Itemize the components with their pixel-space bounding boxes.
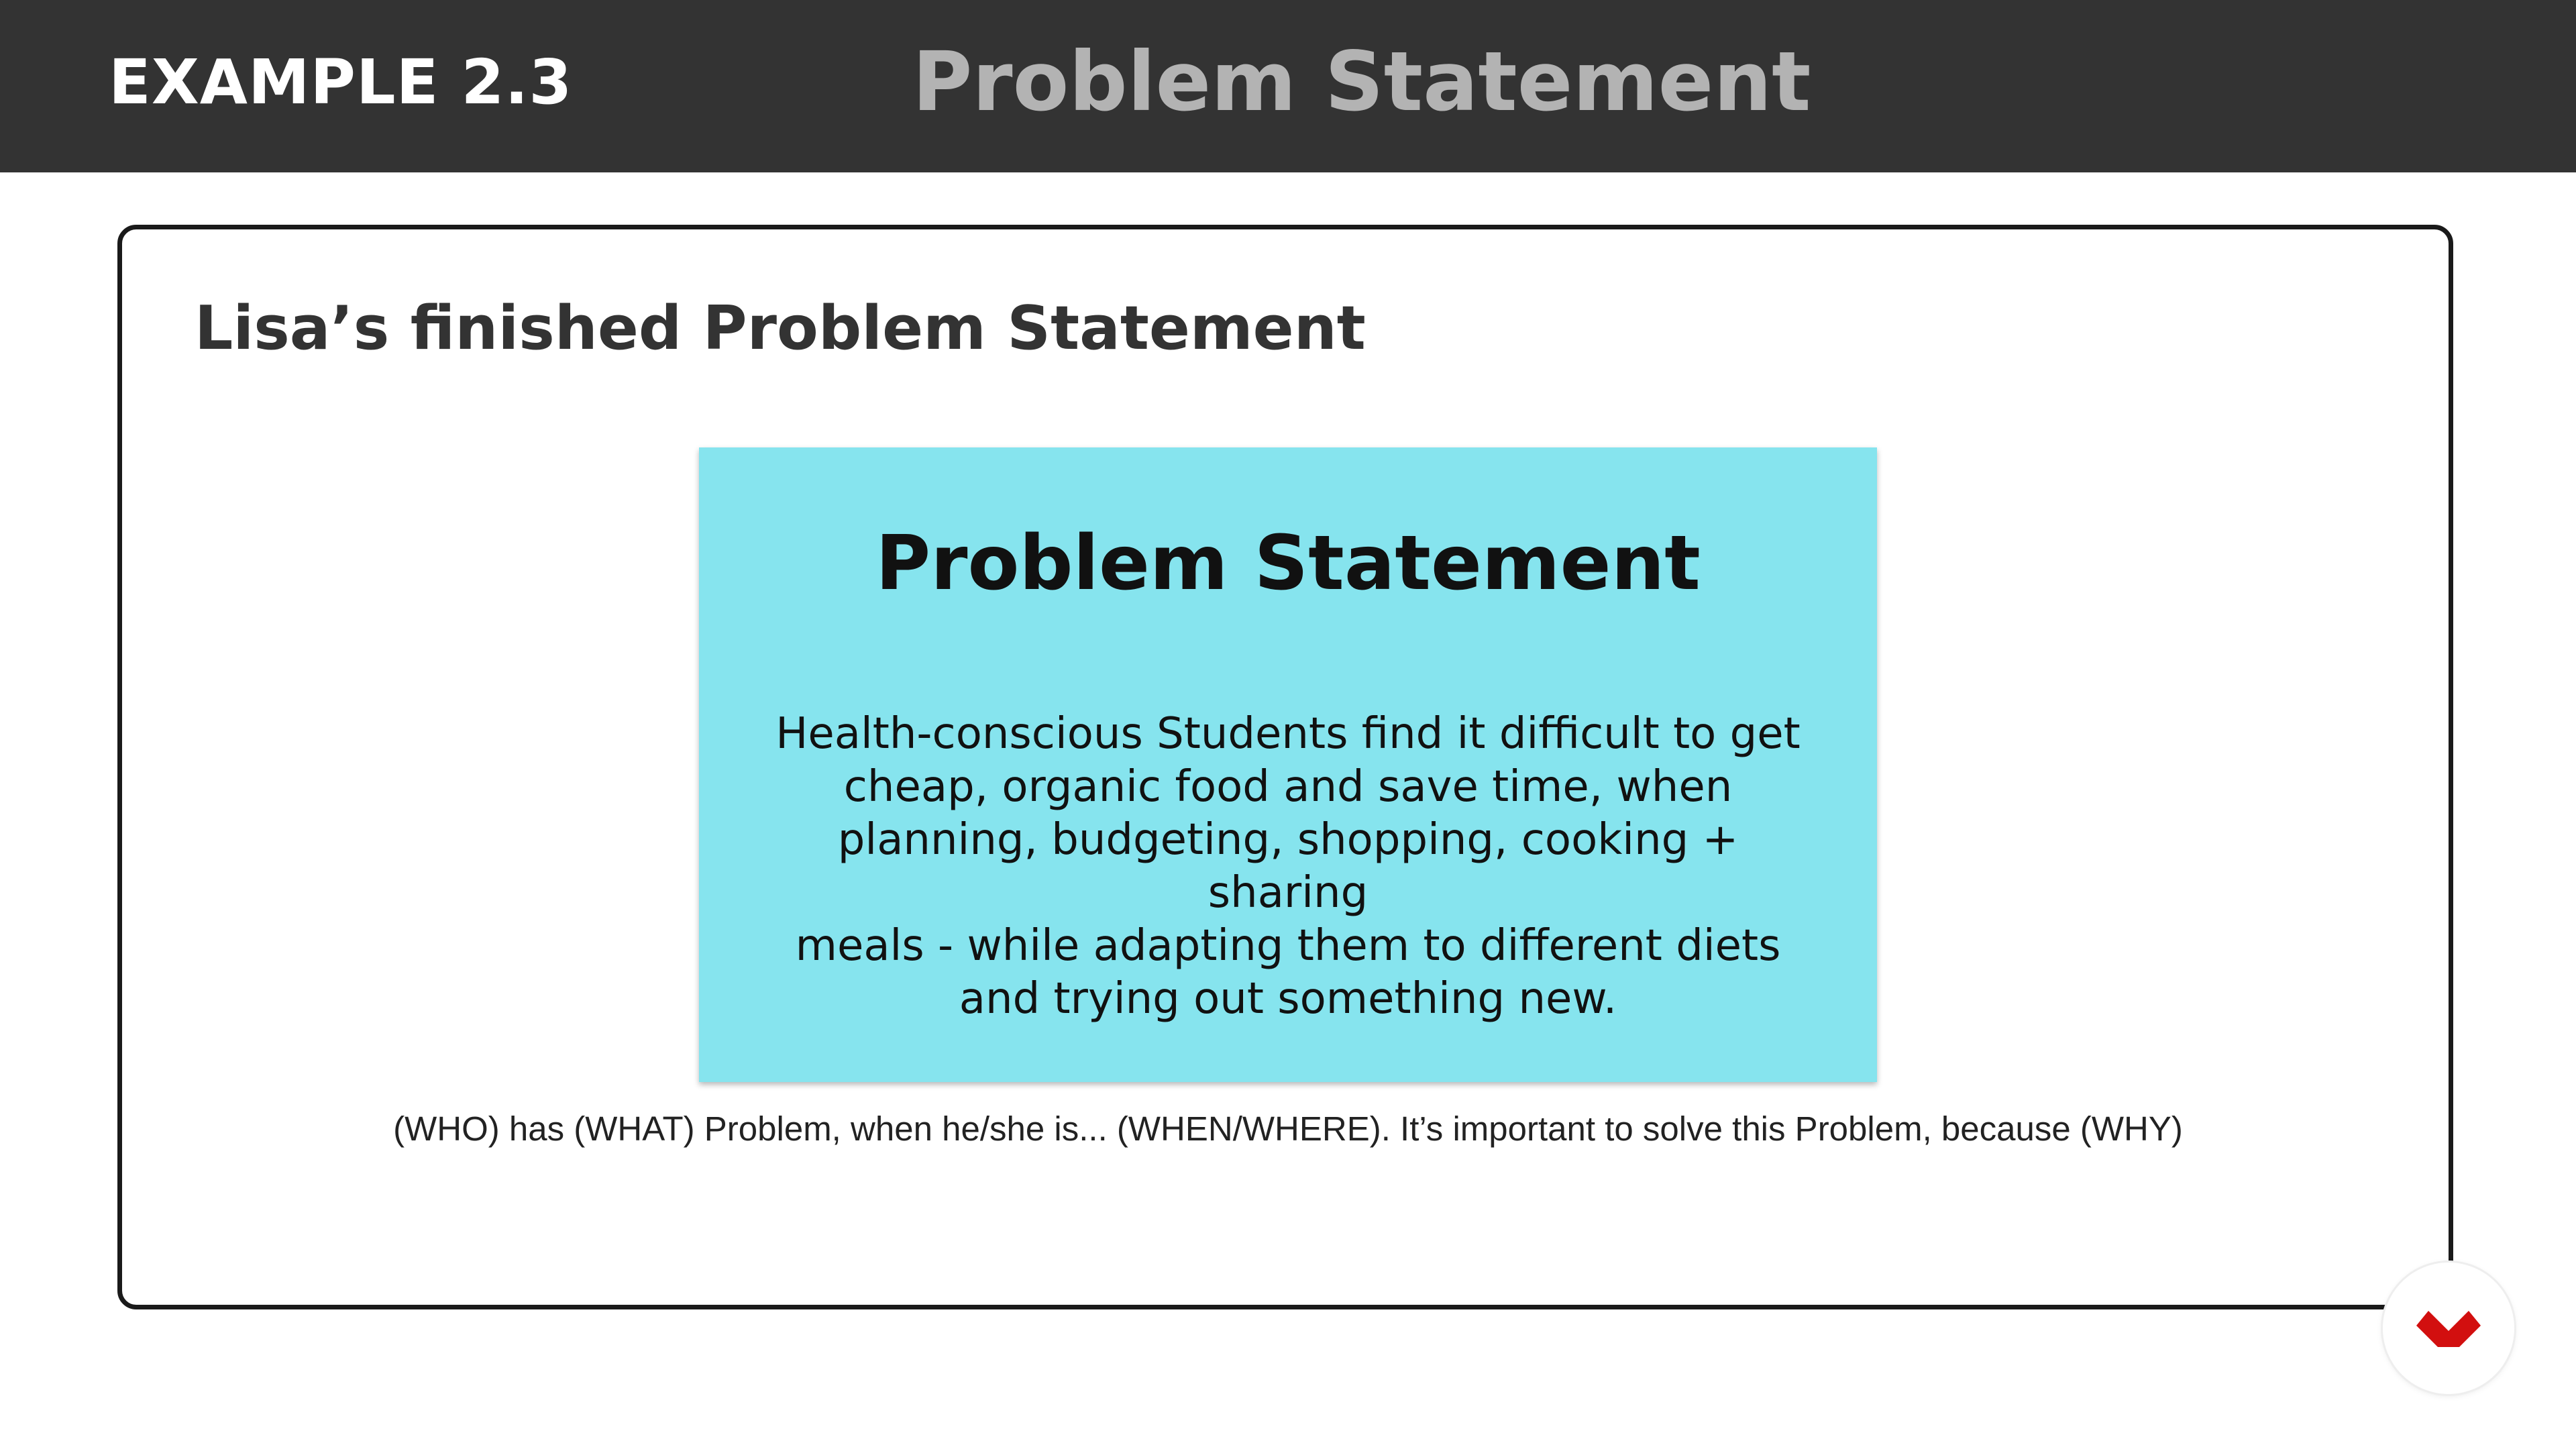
card-heading: Lisa’s finished Problem Statement	[195, 293, 1366, 364]
sticky-note-line: cheap, organic food and save time, when	[843, 762, 1733, 812]
example-label: EXAMPLE 2.3	[109, 46, 573, 118]
logo-button[interactable]	[2383, 1263, 2514, 1394]
page-title: Problem Statement	[912, 34, 1811, 129]
problem-statement-template: (WHO) has (WHAT) Problem, when he/she is... (WHEN/WHERE). It’s important to solve this Problem, because (WHY)	[393, 1110, 2183, 1148]
header-bar	[0, 0, 2576, 172]
brand-logo-icon	[2415, 1295, 2482, 1362]
sticky-note-line: meals - while adapting them to different diets	[795, 921, 1781, 971]
sticky-note-line: and trying out something new.	[959, 974, 1617, 1024]
sticky-note-line: Health-conscious Students find it difficult to get	[775, 709, 1801, 759]
sticky-note-line: planning, budgeting, shopping, cooking + sharing	[837, 815, 1739, 918]
sticky-note-title: Problem Statement	[875, 520, 1701, 607]
sticky-note-body	[753, 708, 1823, 1026]
sticky-note	[699, 447, 1877, 1082]
